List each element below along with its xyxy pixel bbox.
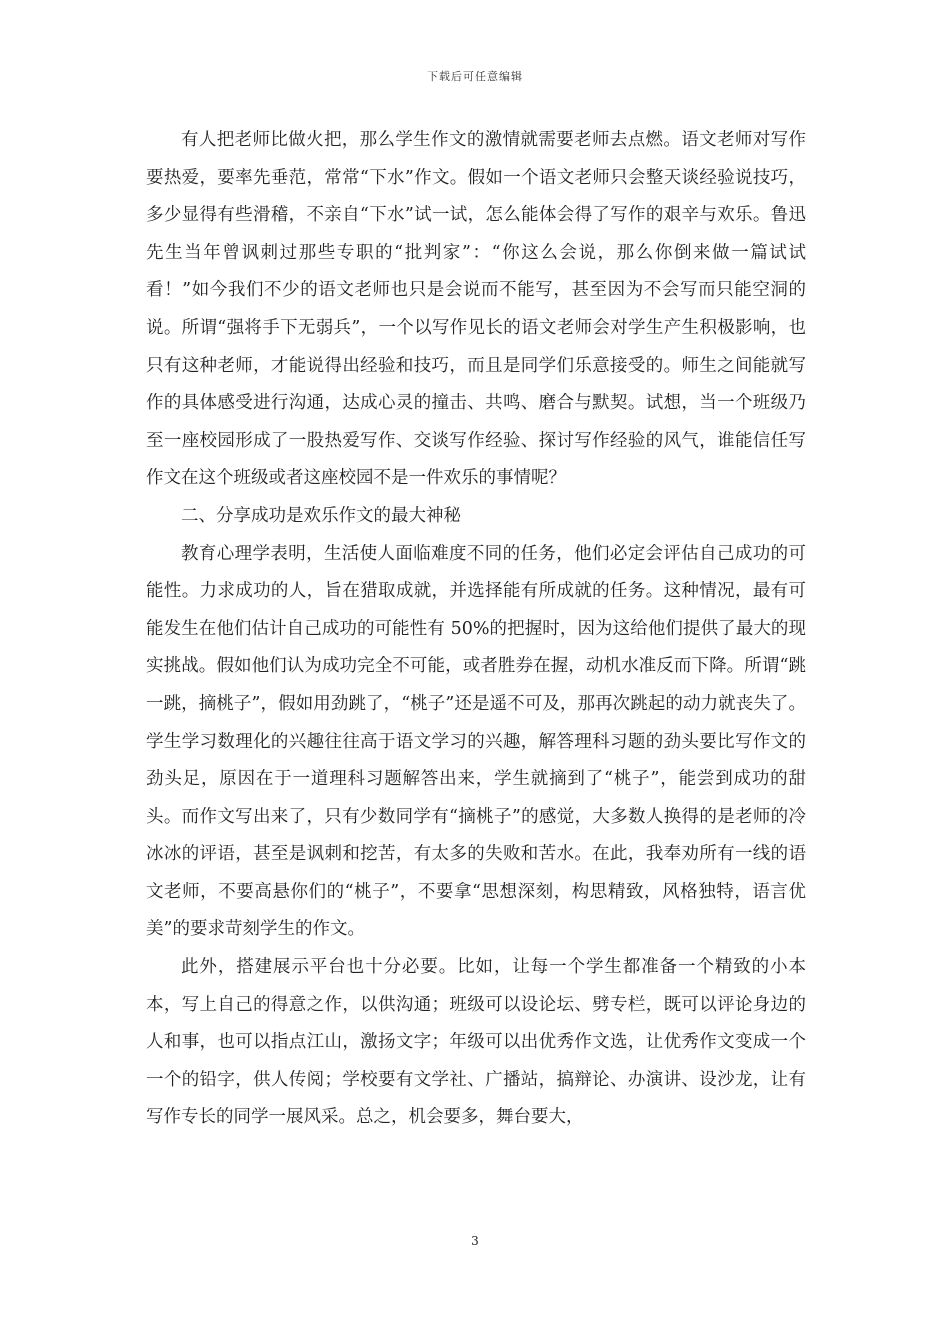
- paragraph-showcase: 此外，搭建展示平台也十分必要。比如，让每一个学生都准备一个精致的小本本，写上自己的得意之作，以供沟通；班级可以设论坛、劈专栏，既可以评论身边的人和事，也可以指点江山，激扬文字；年级可以出优秀作文选，让优秀作文变成一个一个的铅字，供人传阅；学校要有文学社、广播站，搞辩论、办演讲、设沙龙，让有写作专长的同学一展风采。总之，机会要多，舞台要大，: [146, 957, 806, 1128]
- paragraph-psychology: 教育心理学表明，生活使人面临难度不同的任务，他们必定会评估自己成功的可能性。力求成功的人，旨在猎取成就，并选择能有所成就的任务。这种情况，最有可能发生在他们估计自己成功的可能性有 50%的把握时，因为这给他们提供了最大的现实挑战。假如他们认为成功完全不可能，或者胜券在握，动机水准反而下降。所谓“跳一跳，摘桃子”，假如用劲跳了，“桃子”还是遥不可及，那再次跳起的动力就丧失了。学生学习数理化的兴趣往往高于语文学习的兴趣，解答理科习题的劲头要比写作文的劲头足，原因在于一道理科习题解答出来，学生就摘到了“桃子”，能尝到成功的甜头。而作文写出来了，只有少数同学有“摘桃子”的感觉，大多数人换得的是老师的冷冰冰的评语，甚至是讽刺和挖苦，有太多的失败和苦水。在此，我奉劝所有一线的语文老师，不要高悬你们的“桃子”，不要拿“思想深刻，构思精致，风格独特，语言优美”的要求苛刻学生的作文。: [146, 543, 806, 940]
- page-header: 下载后可任意编辑: [427, 70, 523, 83]
- body-text: [146, 122, 806, 1137]
- page-number: 3: [471, 1234, 479, 1248]
- paragraph-teacher-role: 有人把老师比做火把，那么学生作文的激情就需要老师去点燃。语文老师对写作要热爱，要率先垂范，常常“下水”作文。假如一个语文老师只会整天谈经验说技巧，多少显得有些滑稽，不亲自“下水”试一试，怎么能体会得了写作的艰辛与欢乐。鲁迅先生当年曾讽刺过那些专职的“批判家”：“你这么会说，那么你倒来做一篇试试看！”如今我们不少的语文老师也只是会说而不能写，甚至因为不会写而只能空洞的说。所谓“强将手下无弱兵”，一个以写作见长的语文老师会对学生产生积极影响，也只有这种老师，才能说得出经验和技巧，而且是同学们乐意接受的。师生之间能就写作的具体感受进行沟通，达成心灵的撞击、共鸣、磨合与默契。试想，当一个班级乃至一座校园形成了一股热爱写作、交谈写作经验、探讨写作经验的风气，谁能信任写作文在这个班级或者这座校园不是一件欢乐的事情呢？: [146, 130, 806, 489]
- section-heading: 二、分享成功是欢乐作文的最大神秘: [181, 505, 461, 526]
